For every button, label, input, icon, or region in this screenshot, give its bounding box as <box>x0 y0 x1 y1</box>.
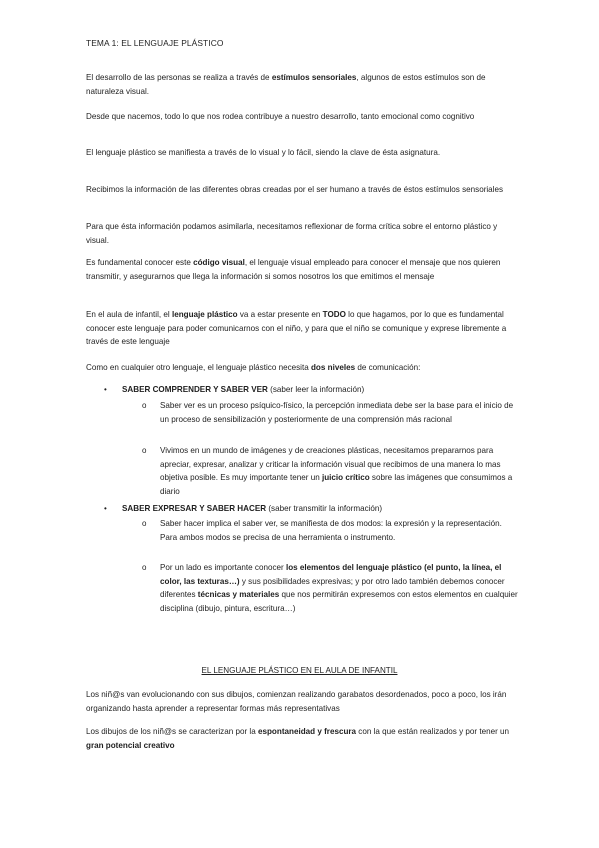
paragraph-3: El lenguaje plástico se manifiesta a través de lo visual y lo fácil, siendo la clave de ésta asignatura. <box>86 148 441 157</box>
sub-text-2: Vivimos en un mundo de imágenes y de creaciones plásticas, necesitamos prepararnos para apreciar, expresar, analizar y criticar la información visual que recibimos de una manera lo mas objetiva posible. Es muy importante tener un juicio crítico sobre las imágenes que consumimos a diario <box>160 446 513 496</box>
sub-text-3: Saber hacer implica el saber ver, se manifiesta de dos modos: la expresión y la representación. Para ambos modos se precisa de una herramienta o instrumento. <box>160 519 502 542</box>
paragraph-10: Los dibujos de los niñ@s se caracterizan por la espontaneidad y frescura con la que están realizados y por tener un gran potencial creativo <box>86 727 510 750</box>
paragraph-6: Es fundamental conocer este código visual, el lenguaje visual empleado para conocer el mensaje que nos quieren transmitir, y asegurarnos que llega la información si somos nosotros los que emitimos el mensaje <box>86 258 501 281</box>
circle-marker-icon: o <box>142 563 147 572</box>
paragraph-9: Los niñ@s van evolucionando con sus dibujos, comienzan realizando garabatos desordenados, poco a poco, los irán organizando hasta aprender a representar formas más representativas <box>86 690 507 713</box>
paragraph-2: Desde que nacemos, todo lo que nos rodea contribuye a nuestro desarrollo, tanto emocional como cognitivo <box>86 112 475 121</box>
paragraph-5: Para que ésta información podamos asimilarla, necesitamos reflexionar de forma crítica sobre el entorno plástico y visual. <box>86 222 498 245</box>
bullet-icon: • <box>104 504 107 513</box>
bullet-icon: • <box>104 385 107 394</box>
sub-text-1: Saber ver es un proceso psíquico-físico, la percepción inmediata debe ser la base para el inicio de un proceso de sensibilización y posteriormente de una comprensión más racional <box>160 401 514 424</box>
bullet-text-2: SABER EXPRESAR Y SABER HACER (saber transmitir la información) <box>122 504 383 513</box>
document-title: TEMA 1: EL LENGUAJE PLÁSTICO <box>86 38 224 48</box>
paragraph-7: En el aula de infantil, el lenguaje plástico va a estar presente en TODO lo que hagamos, por lo que es fundamental conocer este lenguaje para poder comunicarnos con el niño, y para que el niño se comunique y exprese libremente a través de este lenguaje <box>86 310 507 347</box>
circle-marker-icon: o <box>142 401 147 410</box>
circle-marker-icon: o <box>142 446 147 455</box>
bullet-text-1: SABER COMPRENDER Y SABER VER (saber leer la información) <box>122 385 365 394</box>
section-heading: EL LENGUAJE PLÁSTICO EN EL AULA DE INFANTIL <box>201 666 398 675</box>
paragraph-1: El desarrollo de las personas se realiza a través de estímulos sensoriales, algunos de estos estímulos son de naturaleza visual. <box>86 73 486 96</box>
circle-marker-icon: o <box>142 519 147 528</box>
paragraph-8: Como en cualquier otro lenguaje, el lenguaje plástico necesita dos niveles de comunicación: <box>86 363 421 372</box>
sub-text-4: Por un lado es importante conocer los elementos del lenguaje plástico (el punto, la línea, el color, las texturas…) y sus posibilidades expresivas; y por otro lado también debemos conocer diferentes técnicas y materiales que nos permitirán expresemos con estos elementos en cualquier disciplina (dibujo, pintura, escritura…) <box>160 563 518 613</box>
paragraph-4: Recibimos la información de las diferentes obras creadas por el ser humano a través de éstos estímulos sensoriales <box>86 185 504 194</box>
